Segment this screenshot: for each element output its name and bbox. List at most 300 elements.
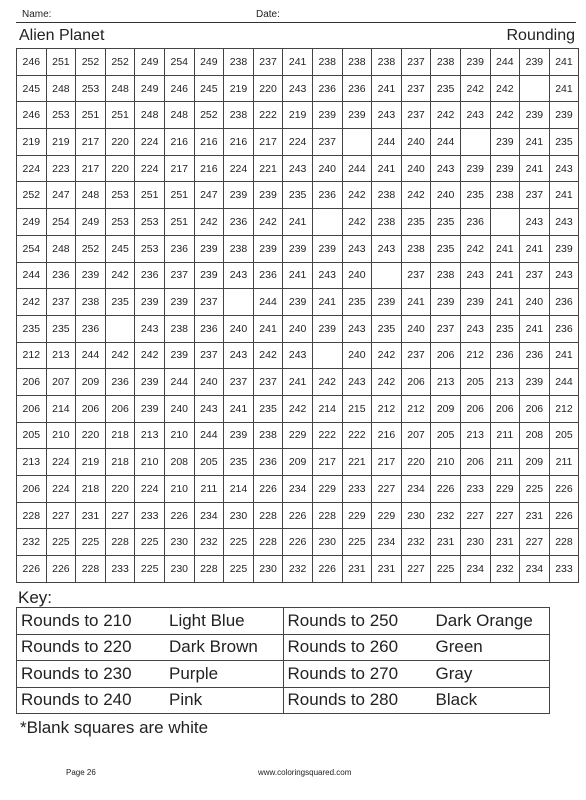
grid-cell[interactable]: 214	[312, 395, 342, 422]
grid-cell[interactable]: 213	[135, 422, 165, 449]
grid-cell[interactable]: 239	[312, 235, 342, 262]
grid-cell[interactable]: 237	[520, 262, 550, 289]
grid-cell[interactable]: 237	[401, 342, 431, 369]
grid-cell[interactable]: 230	[164, 529, 194, 556]
grid-cell[interactable]: 226	[17, 556, 47, 583]
grid-cell[interactable]: 243	[460, 102, 490, 129]
grid-cell[interactable]: 238	[253, 422, 283, 449]
grid-cell[interactable]: 230	[401, 502, 431, 529]
grid-cell[interactable]: 243	[342, 369, 372, 396]
grid-cell[interactable]: 241	[401, 289, 431, 316]
grid-cell[interactable]: 225	[224, 529, 254, 556]
grid-cell[interactable]: 209	[520, 449, 550, 476]
grid-cell[interactable]: 206	[520, 395, 550, 422]
grid-cell[interactable]: 253	[135, 209, 165, 236]
grid-cell[interactable]: 254	[17, 235, 47, 262]
grid-cell[interactable]: 226	[253, 476, 283, 503]
grid-cell[interactable]: 249	[135, 49, 165, 76]
grid-cell[interactable]: 244	[342, 155, 372, 182]
grid-cell[interactable]: 239	[224, 422, 254, 449]
grid-cell[interactable]: 229	[490, 476, 520, 503]
grid-cell[interactable]: 234	[460, 556, 490, 583]
grid-cell[interactable]: 220	[401, 449, 431, 476]
grid-cell[interactable]: 212	[549, 395, 579, 422]
grid-cell[interactable]: 248	[46, 75, 76, 102]
grid-cell[interactable]: 249	[76, 209, 106, 236]
grid-cell[interactable]: 236	[253, 449, 283, 476]
grid-cell[interactable]: 235	[431, 75, 461, 102]
grid-cell[interactable]: 247	[194, 182, 224, 209]
grid-cell[interactable]: 244	[164, 369, 194, 396]
grid-cell[interactable]: 228	[312, 502, 342, 529]
grid-cell[interactable]: 219	[76, 449, 106, 476]
grid-cell[interactable]: 237	[401, 262, 431, 289]
grid-cell[interactable]: 214	[224, 476, 254, 503]
grid-cell[interactable]: 235	[490, 315, 520, 342]
grid-cell[interactable]: 218	[105, 422, 135, 449]
grid-cell[interactable]: 232	[17, 529, 47, 556]
grid-cell[interactable]: 234	[372, 529, 402, 556]
grid-cell[interactable]: 254	[46, 209, 76, 236]
grid-cell[interactable]: 228	[253, 502, 283, 529]
grid-cell[interactable]: 239	[490, 129, 520, 156]
grid-cell[interactable]: 206	[460, 395, 490, 422]
grid-cell[interactable]: 237	[431, 315, 461, 342]
grid-cell[interactable]: 205	[17, 422, 47, 449]
grid-cell[interactable]: 237	[401, 75, 431, 102]
grid-cell[interactable]: 220	[105, 476, 135, 503]
grid-cell[interactable]: 241	[549, 49, 579, 76]
grid-cell[interactable]: 206	[431, 342, 461, 369]
grid-cell[interactable]: 238	[372, 182, 402, 209]
grid-cell[interactable]: 208	[164, 449, 194, 476]
grid-cell[interactable]: 225	[431, 556, 461, 583]
grid-cell[interactable]: 231	[76, 502, 106, 529]
grid-cell[interactable]: 251	[76, 102, 106, 129]
grid-cell[interactable]: 229	[283, 422, 313, 449]
grid-cell[interactable]: 230	[460, 529, 490, 556]
grid-cell[interactable]: 243	[194, 395, 224, 422]
grid-cell[interactable]: 243	[342, 315, 372, 342]
grid-cell[interactable]: 244	[253, 289, 283, 316]
grid-cell[interactable]: 242	[372, 342, 402, 369]
grid-cell[interactable]: 239	[253, 182, 283, 209]
grid-cell[interactable]: 235	[460, 182, 490, 209]
grid-cell[interactable]: 243	[224, 262, 254, 289]
grid-cell[interactable]: 232	[194, 529, 224, 556]
grid-cell[interactable]: 209	[76, 369, 106, 396]
grid-cell[interactable]: 210	[164, 476, 194, 503]
grid-cell[interactable]: 241	[283, 49, 313, 76]
grid-cell[interactable]: 241	[283, 209, 313, 236]
grid-cell[interactable]: 235	[342, 289, 372, 316]
grid-cell[interactable]: 227	[520, 529, 550, 556]
grid-cell[interactable]: 235	[431, 209, 461, 236]
grid-cell[interactable]: 211	[490, 449, 520, 476]
grid-cell[interactable]: 236	[312, 75, 342, 102]
grid-cell[interactable]: 220	[105, 129, 135, 156]
grid-cell[interactable]: 242	[17, 289, 47, 316]
grid-cell[interactable]: 242	[342, 182, 372, 209]
grid-cell[interactable]: 224	[17, 155, 47, 182]
grid-cell[interactable]: 239	[135, 369, 165, 396]
grid-cell[interactable]: 238	[372, 209, 402, 236]
grid-cell[interactable]: 243	[460, 262, 490, 289]
grid-cell[interactable]: 233	[549, 556, 579, 583]
grid-cell[interactable]: 238	[401, 235, 431, 262]
grid-cell[interactable]: 239	[312, 315, 342, 342]
grid-cell[interactable]: 206	[17, 369, 47, 396]
grid-cell[interactable]: 235	[224, 449, 254, 476]
grid-cell[interactable]: 242	[342, 209, 372, 236]
grid-cell[interactable]: 237	[520, 182, 550, 209]
grid-cell[interactable]: 231	[520, 502, 550, 529]
grid-cell[interactable]: 241	[490, 262, 520, 289]
grid-cell[interactable]: 212	[17, 342, 47, 369]
grid-cell[interactable]: 233	[342, 476, 372, 503]
grid-cell[interactable]: 218	[76, 476, 106, 503]
grid-cell[interactable]: 213	[490, 369, 520, 396]
grid-cell[interactable]: 239	[460, 289, 490, 316]
grid-cell[interactable]: 251	[105, 102, 135, 129]
grid-cell[interactable]: 245	[105, 235, 135, 262]
grid-cell[interactable]: 221	[342, 449, 372, 476]
grid-cell[interactable]: 244	[76, 342, 106, 369]
grid-cell[interactable]: 237	[401, 49, 431, 76]
grid-cell[interactable]: 227	[460, 502, 490, 529]
grid-cell[interactable]: 231	[372, 556, 402, 583]
grid-cell[interactable]: 253	[46, 102, 76, 129]
grid-cell[interactable]	[312, 209, 342, 236]
grid-cell[interactable]: 212	[460, 342, 490, 369]
grid-cell[interactable]: 219	[17, 129, 47, 156]
grid-cell[interactable]: 241	[372, 155, 402, 182]
grid-cell[interactable]: 243	[549, 209, 579, 236]
grid-cell[interactable]: 236	[312, 182, 342, 209]
grid-cell[interactable]: 232	[283, 556, 313, 583]
grid-cell[interactable]: 233	[105, 556, 135, 583]
grid-cell[interactable]: 231	[431, 529, 461, 556]
grid-cell[interactable]: 210	[135, 449, 165, 476]
grid-cell[interactable]: 239	[194, 262, 224, 289]
grid-cell[interactable]	[460, 129, 490, 156]
grid-cell[interactable]: 209	[431, 395, 461, 422]
grid-cell[interactable]: 238	[224, 102, 254, 129]
grid-cell[interactable]: 241	[549, 75, 579, 102]
grid-cell[interactable]: 243	[283, 155, 313, 182]
grid-cell[interactable]: 243	[520, 209, 550, 236]
grid-cell[interactable]: 239	[164, 342, 194, 369]
grid-cell[interactable]: 252	[76, 235, 106, 262]
grid-cell[interactable]: 217	[76, 129, 106, 156]
grid-cell[interactable]: 239	[490, 155, 520, 182]
grid-cell[interactable]: 252	[105, 49, 135, 76]
grid-cell[interactable]: 244	[194, 422, 224, 449]
grid-cell[interactable]: 222	[342, 422, 372, 449]
grid-cell[interactable]: 240	[283, 315, 313, 342]
grid-cell[interactable]: 225	[135, 529, 165, 556]
grid-cell[interactable]: 243	[224, 342, 254, 369]
grid-cell[interactable]: 238	[312, 49, 342, 76]
grid-cell[interactable]: 239	[431, 289, 461, 316]
grid-cell[interactable]	[490, 209, 520, 236]
grid-cell[interactable]: 224	[283, 129, 313, 156]
grid-cell[interactable]: 229	[312, 476, 342, 503]
grid-cell[interactable]: 210	[46, 422, 76, 449]
grid-cell[interactable]	[105, 315, 135, 342]
grid-cell[interactable]: 242	[401, 182, 431, 209]
grid-cell[interactable]: 231	[490, 529, 520, 556]
grid-cell[interactable]: 243	[549, 262, 579, 289]
grid-cell[interactable]: 248	[135, 102, 165, 129]
grid-cell[interactable]: 233	[135, 502, 165, 529]
grid-cell[interactable]: 237	[194, 342, 224, 369]
grid-cell[interactable]: 242	[105, 342, 135, 369]
grid-cell[interactable]: 241	[549, 342, 579, 369]
grid-cell[interactable]: 217	[164, 155, 194, 182]
grid-cell[interactable]: 225	[342, 529, 372, 556]
grid-cell[interactable]: 224	[135, 476, 165, 503]
grid-cell[interactable]: 224	[46, 476, 76, 503]
grid-cell[interactable]: 242	[283, 395, 313, 422]
grid-cell[interactable]: 233	[460, 476, 490, 503]
grid-cell[interactable]: 240	[342, 262, 372, 289]
grid-cell[interactable]: 237	[164, 262, 194, 289]
grid-cell[interactable]: 242	[460, 235, 490, 262]
grid-cell[interactable]: 239	[312, 102, 342, 129]
grid-cell[interactable]: 237	[312, 129, 342, 156]
grid-cell[interactable]: 253	[105, 182, 135, 209]
grid-cell[interactable]: 207	[401, 422, 431, 449]
grid-cell[interactable]: 227	[46, 502, 76, 529]
grid-cell[interactable]: 211	[194, 476, 224, 503]
grid-cell[interactable]: 215	[342, 395, 372, 422]
grid-cell[interactable]: 236	[460, 209, 490, 236]
grid-cell[interactable]: 243	[372, 102, 402, 129]
grid-cell[interactable]: 226	[312, 556, 342, 583]
grid-cell[interactable]: 244	[549, 369, 579, 396]
grid-cell[interactable]: 232	[490, 556, 520, 583]
grid-cell[interactable]: 235	[17, 315, 47, 342]
grid-cell[interactable]: 236	[490, 342, 520, 369]
grid-cell[interactable]: 242	[253, 209, 283, 236]
grid-cell[interactable]: 225	[135, 556, 165, 583]
grid-cell[interactable]: 228	[253, 529, 283, 556]
grid-cell[interactable]: 241	[490, 235, 520, 262]
grid-cell[interactable]: 211	[549, 449, 579, 476]
grid-cell[interactable]: 230	[164, 556, 194, 583]
grid-cell[interactable]: 239	[460, 49, 490, 76]
grid-cell[interactable]: 253	[76, 75, 106, 102]
grid-cell[interactable]: 242	[372, 369, 402, 396]
grid-cell[interactable]: 244	[17, 262, 47, 289]
grid-cell[interactable]: 241	[520, 235, 550, 262]
grid-cell[interactable]: 235	[283, 182, 313, 209]
grid-cell[interactable]: 221	[253, 155, 283, 182]
grid-cell[interactable]: 220	[105, 155, 135, 182]
grid-cell[interactable]: 206	[105, 395, 135, 422]
grid-cell[interactable]: 242	[135, 342, 165, 369]
grid-cell[interactable]: 254	[164, 49, 194, 76]
grid-cell[interactable]: 240	[401, 129, 431, 156]
grid-cell[interactable]: 238	[431, 262, 461, 289]
grid-cell[interactable]: 205	[194, 449, 224, 476]
grid-cell[interactable]: 242	[490, 75, 520, 102]
grid-cell[interactable]: 208	[520, 422, 550, 449]
grid-cell[interactable]: 237	[253, 369, 283, 396]
grid-cell[interactable]: 227	[401, 556, 431, 583]
grid-cell[interactable]: 243	[135, 315, 165, 342]
grid-cell[interactable]: 230	[312, 529, 342, 556]
grid-cell[interactable]: 238	[224, 49, 254, 76]
grid-cell[interactable]: 226	[283, 502, 313, 529]
grid-cell[interactable]: 239	[164, 289, 194, 316]
grid-cell[interactable]: 242	[194, 209, 224, 236]
grid-cell[interactable]	[372, 262, 402, 289]
grid-cell[interactable]: 241	[312, 289, 342, 316]
grid-cell[interactable]: 242	[460, 75, 490, 102]
grid-cell[interactable]: 248	[46, 235, 76, 262]
grid-cell[interactable]: 237	[46, 289, 76, 316]
grid-cell[interactable]: 236	[549, 289, 579, 316]
grid-cell[interactable]: 229	[342, 502, 372, 529]
grid-cell[interactable]: 242	[490, 102, 520, 129]
grid-cell[interactable]: 241	[253, 315, 283, 342]
grid-cell[interactable]: 213	[17, 449, 47, 476]
grid-cell[interactable]: 236	[194, 315, 224, 342]
grid-cell[interactable]: 238	[224, 235, 254, 262]
grid-cell[interactable]: 246	[17, 102, 47, 129]
grid-cell[interactable]: 238	[342, 49, 372, 76]
grid-cell[interactable]: 249	[17, 209, 47, 236]
grid-cell[interactable]: 239	[253, 235, 283, 262]
grid-cell[interactable]: 212	[372, 395, 402, 422]
grid-cell[interactable]: 241	[283, 262, 313, 289]
grid-cell[interactable]: 210	[164, 422, 194, 449]
grid-cell[interactable]: 236	[76, 315, 106, 342]
grid-cell[interactable]: 239	[283, 235, 313, 262]
grid-cell[interactable]: 238	[164, 315, 194, 342]
grid-cell[interactable]: 243	[283, 342, 313, 369]
grid-cell[interactable]: 236	[342, 75, 372, 102]
grid-cell[interactable]: 244	[490, 49, 520, 76]
grid-cell[interactable]: 226	[46, 556, 76, 583]
grid-cell[interactable]: 228	[549, 529, 579, 556]
grid-cell[interactable]: 206	[490, 395, 520, 422]
grid-cell[interactable]: 219	[283, 102, 313, 129]
grid-cell[interactable]: 248	[105, 75, 135, 102]
grid-cell[interactable]: 230	[253, 556, 283, 583]
grid-cell[interactable]: 235	[372, 315, 402, 342]
grid-cell[interactable]: 248	[164, 102, 194, 129]
grid-cell[interactable]: 220	[76, 422, 106, 449]
grid-cell[interactable]: 216	[194, 155, 224, 182]
grid-cell[interactable]: 207	[46, 369, 76, 396]
grid-cell[interactable]: 219	[224, 75, 254, 102]
grid-cell[interactable]: 239	[520, 369, 550, 396]
grid-cell[interactable]: 238	[490, 182, 520, 209]
grid-cell[interactable]: 248	[76, 182, 106, 209]
grid-cell[interactable]: 236	[253, 262, 283, 289]
grid-cell[interactable]: 240	[431, 182, 461, 209]
grid-cell[interactable]: 246	[17, 49, 47, 76]
grid-cell[interactable]: 236	[135, 262, 165, 289]
grid-cell[interactable]: 252	[76, 49, 106, 76]
grid-cell[interactable]	[312, 342, 342, 369]
grid-cell[interactable]: 242	[431, 102, 461, 129]
grid-cell[interactable]: 212	[401, 395, 431, 422]
grid-cell[interactable]: 236	[549, 315, 579, 342]
grid-cell[interactable]: 217	[76, 155, 106, 182]
grid-cell[interactable]: 251	[164, 209, 194, 236]
grid-cell[interactable]: 235	[253, 395, 283, 422]
grid-cell[interactable]: 240	[520, 289, 550, 316]
grid-cell[interactable]: 239	[520, 102, 550, 129]
grid-cell[interactable]: 213	[431, 369, 461, 396]
grid-cell[interactable]: 249	[194, 49, 224, 76]
grid-cell[interactable]: 229	[372, 502, 402, 529]
grid-cell[interactable]: 222	[312, 422, 342, 449]
grid-cell[interactable]: 224	[46, 449, 76, 476]
grid-cell[interactable]: 226	[283, 529, 313, 556]
grid-cell[interactable]: 239	[520, 49, 550, 76]
grid-cell[interactable]: 241	[372, 75, 402, 102]
grid-cell[interactable]: 224	[135, 155, 165, 182]
grid-cell[interactable]: 218	[105, 449, 135, 476]
grid-cell[interactable]: 241	[224, 395, 254, 422]
grid-cell[interactable]: 249	[135, 75, 165, 102]
grid-cell[interactable]: 237	[401, 102, 431, 129]
grid-cell[interactable]: 228	[76, 556, 106, 583]
grid-cell[interactable]: 237	[253, 49, 283, 76]
grid-cell[interactable]: 224	[224, 155, 254, 182]
grid-cell[interactable]: 236	[46, 262, 76, 289]
grid-cell[interactable]: 252	[194, 102, 224, 129]
grid-cell[interactable]: 245	[194, 75, 224, 102]
grid-cell[interactable]: 213	[460, 422, 490, 449]
grid-cell[interactable]: 235	[549, 129, 579, 156]
grid-cell[interactable]: 225	[224, 556, 254, 583]
grid-cell[interactable]: 240	[194, 369, 224, 396]
grid-cell[interactable]	[224, 289, 254, 316]
grid-cell[interactable]: 243	[342, 235, 372, 262]
grid-cell[interactable]: 235	[46, 315, 76, 342]
grid-cell[interactable]: 243	[460, 315, 490, 342]
grid-cell[interactable]: 235	[105, 289, 135, 316]
grid-cell[interactable]: 242	[253, 342, 283, 369]
grid-cell[interactable]: 238	[372, 49, 402, 76]
grid-cell[interactable]: 216	[194, 129, 224, 156]
grid-cell[interactable]: 211	[490, 422, 520, 449]
grid-cell[interactable]: 245	[17, 75, 47, 102]
grid-cell[interactable]: 206	[76, 395, 106, 422]
grid-cell[interactable]: 251	[135, 182, 165, 209]
grid-cell[interactable]: 219	[46, 129, 76, 156]
grid-cell[interactable]: 225	[76, 529, 106, 556]
grid-cell[interactable]: 236	[105, 369, 135, 396]
grid-cell[interactable]: 216	[372, 422, 402, 449]
grid-cell[interactable]: 240	[164, 395, 194, 422]
grid-cell[interactable]: 232	[401, 529, 431, 556]
grid-cell[interactable]: 237	[194, 289, 224, 316]
grid-cell[interactable]: 243	[431, 155, 461, 182]
grid-cell[interactable]: 241	[549, 182, 579, 209]
grid-cell[interactable]: 243	[283, 75, 313, 102]
grid-cell[interactable]: 226	[549, 502, 579, 529]
grid-cell[interactable]: 239	[283, 289, 313, 316]
grid-cell[interactable]: 217	[312, 449, 342, 476]
grid-cell[interactable]: 240	[401, 155, 431, 182]
